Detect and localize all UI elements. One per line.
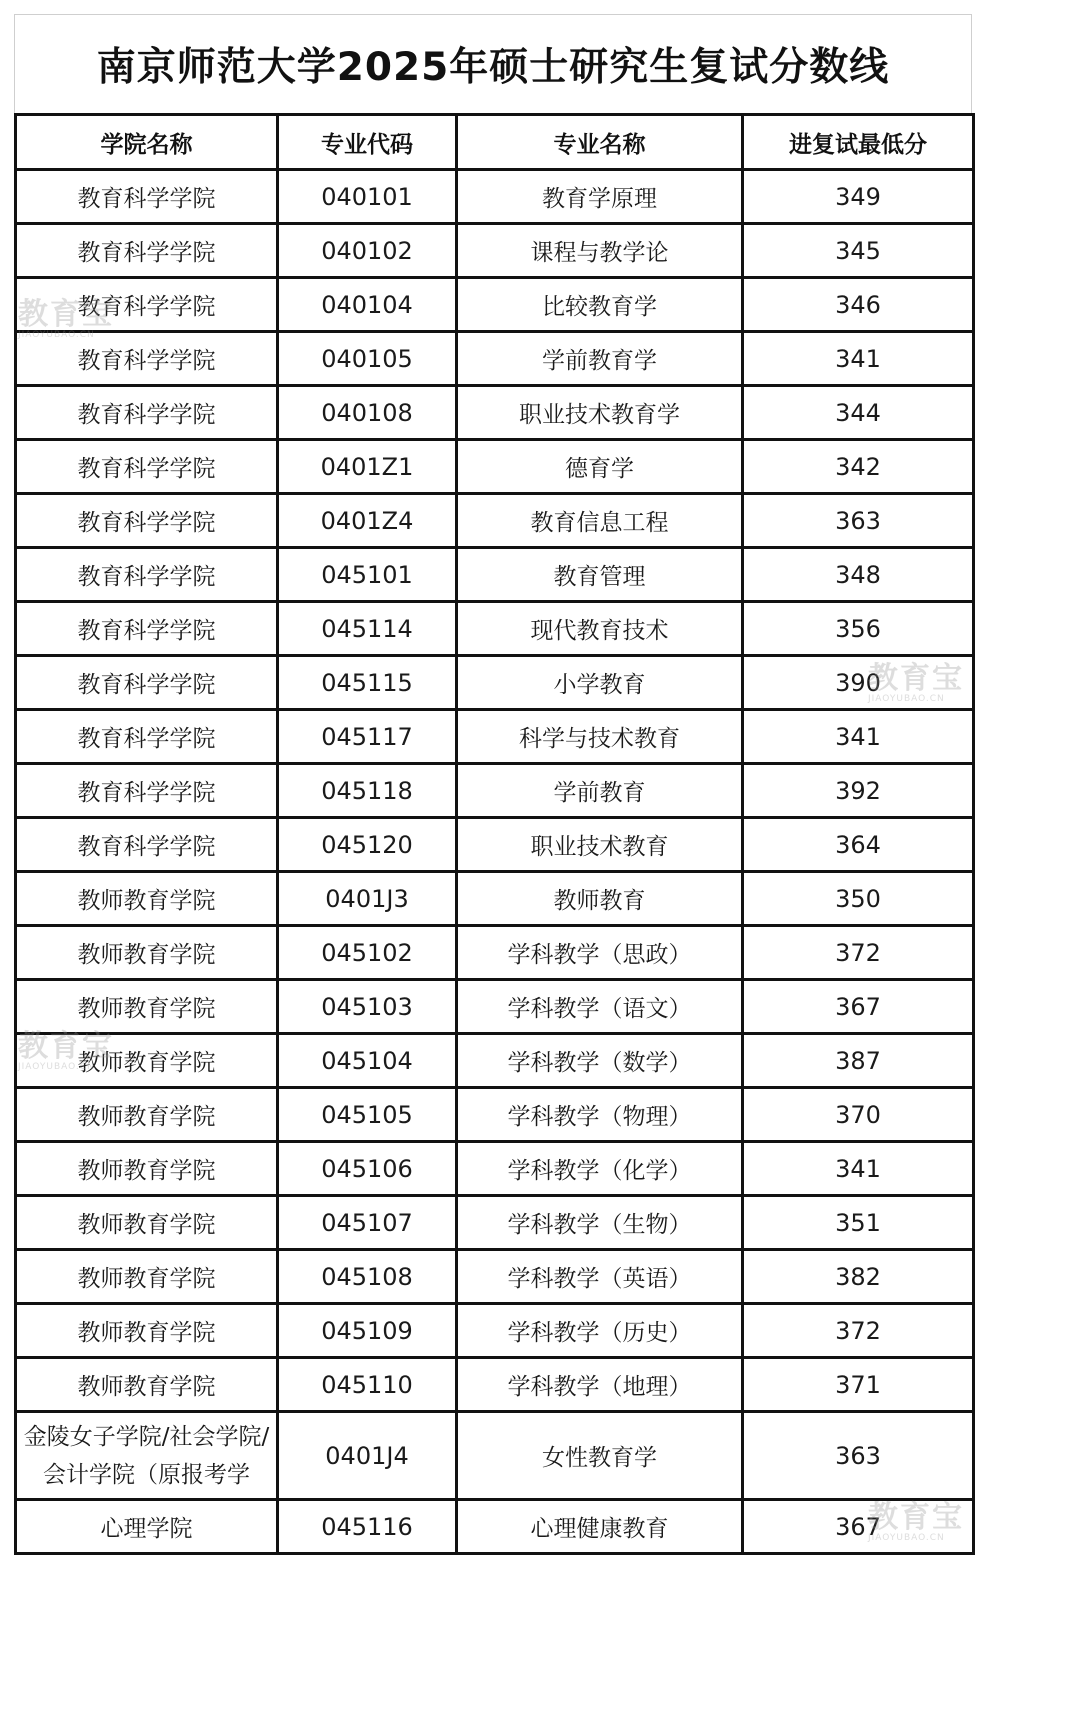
cell-college: 教育科学学院 (16, 710, 278, 764)
cell-major: 职业技术教育 (457, 818, 743, 872)
cell-major: 学科教学（数学） (457, 1034, 743, 1088)
cell-major: 学前教育 (457, 764, 743, 818)
cell-college: 教育科学学院 (16, 764, 278, 818)
table-row (16, 1196, 974, 1250)
table-row (16, 170, 974, 224)
cell-code: 0401Z1 (278, 440, 457, 494)
cell-score: 351 (743, 1196, 974, 1250)
cell-code: 040108 (278, 386, 457, 440)
cell-college: 教师教育学院 (16, 980, 278, 1034)
cell-major: 学科教学（地理） (457, 1358, 743, 1412)
cell-major: 教育信息工程 (457, 494, 743, 548)
cell-major: 教育管理 (457, 548, 743, 602)
cell-major: 课程与教学论 (457, 224, 743, 278)
cell-code: 045116 (278, 1500, 457, 1554)
cell-score: 341 (743, 1142, 974, 1196)
cell-college: 教师教育学院 (16, 1358, 278, 1412)
watermark-text: 教育宝 (18, 1029, 114, 1064)
cell-score: 364 (743, 818, 974, 872)
cell-major: 学科教学（历史） (457, 1304, 743, 1358)
table-row (16, 764, 974, 818)
cell-college: 金陵女子学院/社会学院/会计学院（原报考学 (16, 1412, 278, 1500)
cell-code: 045104 (278, 1034, 457, 1088)
cell-score: 356 (743, 602, 974, 656)
cell-score: 341 (743, 332, 974, 386)
cell-major: 心理健康教育 (457, 1500, 743, 1554)
cell-score: 392 (743, 764, 974, 818)
table-row (16, 980, 974, 1034)
table-row (16, 656, 974, 710)
table-row (16, 602, 974, 656)
cell-score: 390 (743, 656, 974, 710)
cell-college: 教师教育学院 (16, 1034, 278, 1088)
cell-college: 教育科学学院 (16, 170, 278, 224)
table-row (16, 1142, 974, 1196)
cell-college: 教育科学学院 (16, 386, 278, 440)
cell-code: 045102 (278, 926, 457, 980)
cell-score: 349 (743, 170, 974, 224)
cell-major: 职业技术教育学 (457, 386, 743, 440)
cell-code: 0401J4 (278, 1412, 457, 1500)
cell-score: 348 (743, 548, 974, 602)
table-row (16, 1358, 974, 1412)
cell-major: 学科教学（英语） (457, 1250, 743, 1304)
table-row (16, 1304, 974, 1358)
cell-major: 小学教育 (457, 656, 743, 710)
cell-score: 372 (743, 926, 974, 980)
cell-code: 045110 (278, 1358, 457, 1412)
cell-major: 科学与技术教育 (457, 710, 743, 764)
cell-college: 教师教育学院 (16, 1196, 278, 1250)
cell-score: 363 (743, 494, 974, 548)
cell-code: 045108 (278, 1250, 457, 1304)
cell-code: 045115 (278, 656, 457, 710)
cell-college: 教育科学学院 (16, 278, 278, 332)
cell-college: 教育科学学院 (16, 224, 278, 278)
cell-score: 382 (743, 1250, 974, 1304)
cell-score: 372 (743, 1304, 974, 1358)
cell-score: 341 (743, 710, 974, 764)
table-row (16, 332, 974, 386)
cell-college: 教育科学学院 (16, 818, 278, 872)
cell-code: 045117 (278, 710, 457, 764)
cell-score: 363 (743, 1412, 974, 1500)
cell-major: 教师教育 (457, 872, 743, 926)
cell-score: 367 (743, 1500, 974, 1554)
cell-code: 045101 (278, 548, 457, 602)
title-bar (14, 14, 972, 113)
table-row (16, 1088, 974, 1142)
cell-score: 345 (743, 224, 974, 278)
cell-major: 学科教学（思政） (457, 926, 743, 980)
watermark-subtext: JIAOYUBAO.CN (868, 1533, 945, 1543)
cell-code: 040101 (278, 170, 457, 224)
cell-code: 045103 (278, 980, 457, 1034)
cell-major: 比较教育学 (457, 278, 743, 332)
cell-major: 学科教学（生物） (457, 1196, 743, 1250)
header-college: 学院名称 (16, 115, 278, 170)
cell-code: 045106 (278, 1142, 457, 1196)
header-code: 专业代码 (278, 115, 457, 170)
page-title: 南京师范大学2025年硕士研究生复试分数线 (96, 45, 890, 90)
cell-college: 教师教育学院 (16, 1250, 278, 1304)
cell-major: 学科教学（语文） (457, 980, 743, 1034)
score-table (14, 113, 975, 1555)
cell-code: 040104 (278, 278, 457, 332)
table-row (16, 386, 974, 440)
table-row (16, 494, 974, 548)
table-row (16, 1412, 974, 1500)
cell-code: 040102 (278, 224, 457, 278)
cell-code: 045107 (278, 1196, 457, 1250)
header-row (16, 115, 974, 170)
cell-college: 心理学院 (16, 1500, 278, 1554)
cell-code: 045118 (278, 764, 457, 818)
cell-college: 教师教育学院 (16, 1088, 278, 1142)
table-row (16, 1250, 974, 1304)
cell-college: 教育科学学院 (16, 494, 278, 548)
watermark-subtext: JIAOYUBAO.CN (18, 1062, 95, 1072)
cell-score: 342 (743, 440, 974, 494)
table-row (16, 818, 974, 872)
table-row (16, 872, 974, 926)
table-row (16, 926, 974, 980)
cell-score: 387 (743, 1034, 974, 1088)
cell-major: 学科教学（化学） (457, 1142, 743, 1196)
header-score: 进复试最低分 (743, 115, 974, 170)
cell-major: 女性教育学 (457, 1412, 743, 1500)
cell-college: 教育科学学院 (16, 548, 278, 602)
cell-score: 350 (743, 872, 974, 926)
cell-score: 367 (743, 980, 974, 1034)
cell-college: 教育科学学院 (16, 332, 278, 386)
cell-college: 教育科学学院 (16, 656, 278, 710)
cell-college: 教师教育学院 (16, 926, 278, 980)
watermark-text: 教育宝 (18, 297, 114, 332)
watermark-text: 教育宝 (868, 661, 964, 696)
cell-code: 045109 (278, 1304, 457, 1358)
cell-college: 教师教育学院 (16, 1304, 278, 1358)
cell-code: 0401J3 (278, 872, 457, 926)
table-row (16, 440, 974, 494)
cell-code: 045120 (278, 818, 457, 872)
cell-code: 040105 (278, 332, 457, 386)
table-row (16, 548, 974, 602)
cell-code: 0401Z4 (278, 494, 457, 548)
cell-college: 教师教育学院 (16, 872, 278, 926)
cell-major: 德育学 (457, 440, 743, 494)
table-row (16, 224, 974, 278)
watermark-subtext: JIAOYUBAO.CN (18, 330, 95, 340)
table-row (16, 1034, 974, 1088)
cell-major: 教育学原理 (457, 170, 743, 224)
watermark-subtext: JIAOYUBAO.CN (868, 694, 945, 704)
score-sheet (14, 14, 972, 1555)
cell-score: 346 (743, 278, 974, 332)
cell-college: 教育科学学院 (16, 602, 278, 656)
cell-score: 371 (743, 1358, 974, 1412)
table-row (16, 1500, 974, 1554)
cell-major: 学科教学（物理） (457, 1088, 743, 1142)
watermark-text: 教育宝 (868, 1500, 964, 1535)
table-row (16, 278, 974, 332)
cell-score: 344 (743, 386, 974, 440)
cell-score: 370 (743, 1088, 974, 1142)
header-major: 专业名称 (457, 115, 743, 170)
cell-major: 学前教育学 (457, 332, 743, 386)
cell-major: 现代教育技术 (457, 602, 743, 656)
cell-code: 045114 (278, 602, 457, 656)
cell-code: 045105 (278, 1088, 457, 1142)
cell-college: 教师教育学院 (16, 1142, 278, 1196)
table-row (16, 710, 974, 764)
cell-college: 教育科学学院 (16, 440, 278, 494)
